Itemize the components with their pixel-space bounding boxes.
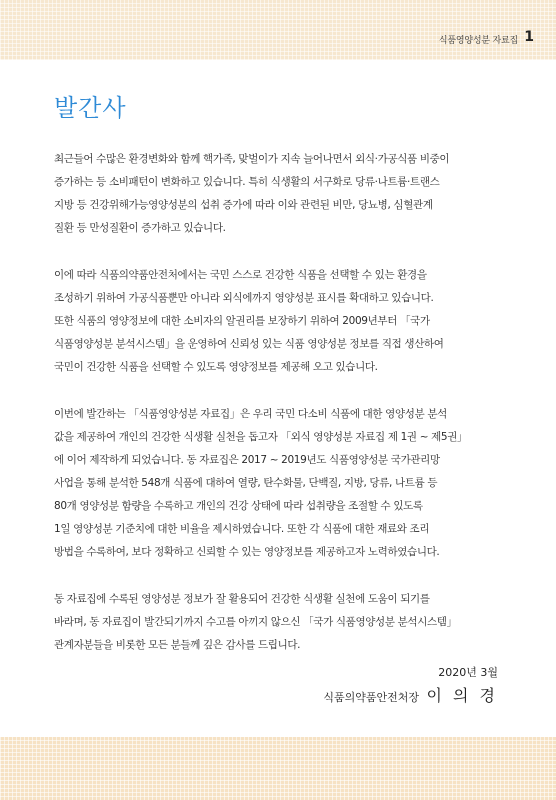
paragraph-line: 이번에 발간하는 「식품영양성분 자료집」은 우리 국민 다소비 식품에 대한 영양성분 분석 — [54, 408, 447, 420]
paragraph-line: 이에 따라 식품의약품안전처에서는 국민 스스로 건강한 식품을 선택할 수 있는 환경을 — [54, 269, 427, 281]
paragraph-line: 80개 영양성분 함량을 수록하고 개인의 건강 상태에 따라 섭취량을 조절할 수 있도록 — [54, 500, 423, 512]
footer-band — [0, 737, 556, 800]
paragraph-line: 최근들어 수많은 환경변화와 함께 핵가족, 맞벌이가 지속 늘어나면서 외식·가공식품 비중이 — [54, 153, 450, 165]
paragraph-1 — [54, 148, 514, 240]
paragraph-line: 질환 등 만성질환이 증가하고 있습니다. — [54, 222, 226, 234]
header-band — [0, 0, 556, 60]
paragraph-line: 증가하는 등 소비패턴이 변화하고 있습니다. 특히 식생활의 서구화로 당류·나트륨·트랜스 — [54, 176, 440, 188]
paragraph-line: 값을 제공하여 개인의 건강한 식생활 실천을 돕고자 「외식 영양성분 자료집 제 1권 ~ 제5권」 — [54, 431, 468, 443]
publication-date: 2020년 3월 — [438, 666, 498, 679]
paragraph-line: 동 자료집에 수록된 영양성분 정보가 잘 활용되어 건강한 식생활 실천에 도움이 되기를 — [54, 593, 430, 605]
paragraph-3 — [54, 403, 514, 564]
section-label: 식품영양성분 자료집 — [438, 36, 518, 46]
signature — [323, 683, 498, 706]
signer-title: 식품의약품안전처장 — [323, 691, 419, 704]
signer-name: 이 의 경 — [426, 686, 498, 705]
paragraph-line: 국민이 건강한 식품을 선택할 수 있도록 영양정보를 제공해 오고 있습니다. — [54, 361, 378, 373]
foreword-body — [54, 148, 514, 681]
paragraph-line: 에 이어 제작하게 되었습니다. 동 자료집은 2017 ~ 2019년도 식품영양성분 국가관리망 — [54, 454, 440, 466]
paragraph-line: 관계자분들을 비롯한 모든 분들께 깊은 감사를 드립니다. — [54, 639, 301, 651]
page-title: 발간사 — [54, 94, 127, 122]
paragraph-line: 방법을 수록하여, 보다 정확하고 신뢰할 수 있는 영양정보를 제공하고자 노력하였습니다. — [54, 546, 440, 558]
paragraph-line: 또한 식품의 영양정보에 대한 소비자의 알권리를 보장하기 위하여 2009년부터 「국가 — [54, 315, 430, 327]
paragraph-line: 1일 영양성분 기준치에 대한 비율을 제시하였습니다. 또한 각 식품에 대한 재료와 조리 — [54, 523, 430, 535]
paragraph-line: 바라며, 동 자료집이 발간되기까지 수고를 아끼지 않으신 「국가 식품영양성분 분석시스템」 — [54, 616, 457, 628]
page-number: 1 — [524, 29, 534, 45]
paragraph-line: 사업을 통해 분석한 548개 식품에 대하여 열량, 탄수화물, 단백질, 지방, 당류, 나트륨 등 — [54, 477, 438, 489]
paragraph-line: 조성하기 위하여 가공식품뿐만 아니라 외식에까지 영양성분 표시를 확대하고 있습니다. — [54, 292, 434, 304]
paragraph-line: 지방 등 건강위해가능영양성분의 섭취 증가에 따라 이와 관련된 비만, 당뇨병, 심혈관계 — [54, 199, 433, 211]
paragraph-4 — [54, 588, 514, 657]
paragraph-line: 식품영양성분 분석시스템」을 운영하여 신뢰성 있는 식품 영양성분 정보를 직접 생산하여 — [54, 338, 444, 350]
paragraph-2 — [54, 264, 514, 379]
